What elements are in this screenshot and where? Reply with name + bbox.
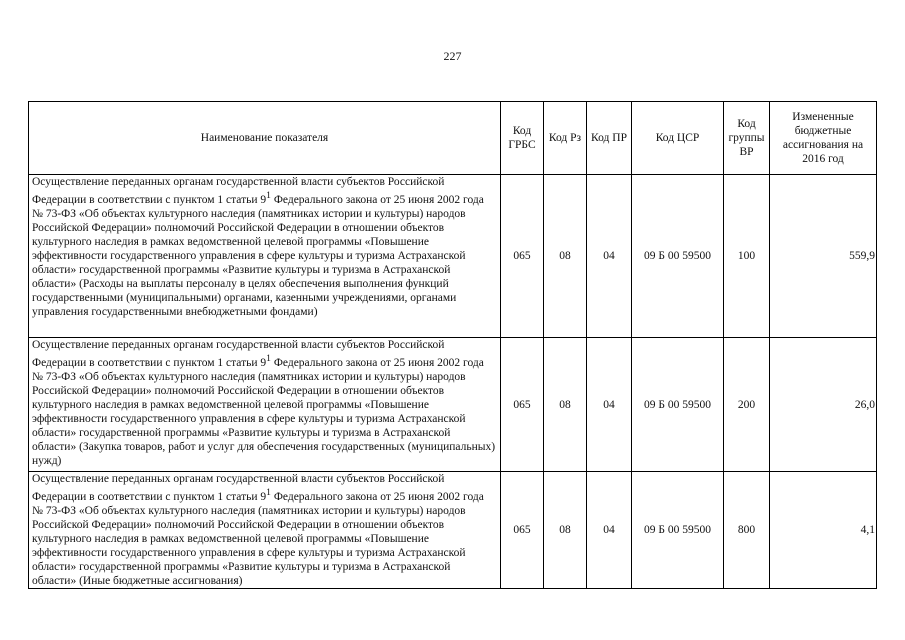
header-amount: Измененные бюджетные ассигнования на 2016 год [770,102,877,175]
cell-amount: 4,1 [770,472,877,589]
cell-csr: 09 Б 00 59500 [632,338,724,472]
cell-amount: 26,0 [770,338,877,472]
name-superscript: 1 [266,353,271,364]
name-text-continued: Федерального закона от 25 июня 2002 года № 73-ФЗ «Об объектах культурного наследия (памятниках истории и культуры) народов Российской Федерации» полномочий Российской Федерации в отношении объектов культурного наследия в рамках ведомственной целевой программы «Повышение эффективности государственного управления в сфере культуры и туризма Астраханской области» государственной программы «Развитие культуры и туризма в Астраханской области» (Иные бюджетные ассигнования) [32,490,484,587]
name-text: Осуществление переданных органам государственной власти субъектов Российской Федерации в соответствии с пунктом 1 статьи 9 [32,176,445,206]
name-text-continued: Федерального закона от 25 июня 2002 года № 73-ФЗ «Об объектах культурного наследия (памятниках истории и культуры) народов Российской Федерации» полномочий Российской Федерации в отношении объектов культурного наследия в рамках ведомственной целевой программы «Повышение эффективности государственного управления в сфере культуры и туризма Астраханской области» государственной программы «Развитие культуры и туризма в Астраханской области» (Расходы на выплаты персоналу в целях обеспечения выполнения функций государственными (муниципальными) органами, казенными учреждениями, органами управления государственными внебюджетными фондами) [32,193,484,318]
table-row [29,175,877,338]
cell-grbs: 065 [501,175,544,338]
table-row [29,338,877,472]
table-header-row [29,102,877,175]
cell-rz: 08 [544,338,587,472]
cell-vr: 800 [724,472,770,589]
header-grbs: Код ГРБС [501,102,544,175]
table-row [29,472,877,589]
cell-amount: 559,9 [770,175,877,338]
cell-rz: 08 [544,472,587,589]
name-text: Осуществление переданных органам государственной власти субъектов Российской Федерации в соответствии с пунктом 1 статьи 9 [32,473,445,503]
cell-vr: 200 [724,338,770,472]
cell-rz: 08 [544,175,587,338]
header-pr: Код ПР [587,102,632,175]
cell-name [29,175,501,338]
cell-grbs: 065 [501,338,544,472]
name-superscript: 1 [266,487,271,498]
cell-csr: 09 Б 00 59500 [632,472,724,589]
header-rz: Код Рз [544,102,587,175]
header-csr: Код ЦСР [632,102,724,175]
header-name: Наименование показателя [29,102,501,175]
cell-pr: 04 [587,472,632,589]
name-text: Осуществление переданных органам государственной власти субъектов Российской Федерации в соответствии с пунктом 1 статьи 9 [32,339,445,369]
cell-grbs: 065 [501,472,544,589]
cell-name [29,338,501,472]
cell-vr: 100 [724,175,770,338]
header-vr: Код группы ВР [724,102,770,175]
budget-table [28,101,877,589]
page-number: 227 [443,49,462,63]
name-text-continued: Федерального закона от 25 июня 2002 года № 73-ФЗ «Об объектах культурного наследия (памятниках истории и культуры) народов Российской Федерации» полномочий Российской Федерации в отношении объектов культурного наследия в рамках ведомственной целевой программы «Повышение эффективности государственного управления в сфере культуры и туризма Астраханской области» государственной программы «Развитие культуры и туризма в Астраханской области» (Закупка товаров, работ и услуг для обеспечения государственных (муниципальных) нужд) [32,356,496,467]
cell-pr: 04 [587,338,632,472]
cell-name [29,472,501,589]
cell-pr: 04 [587,175,632,338]
name-superscript: 1 [266,190,271,201]
cell-csr: 09 Б 00 59500 [632,175,724,338]
